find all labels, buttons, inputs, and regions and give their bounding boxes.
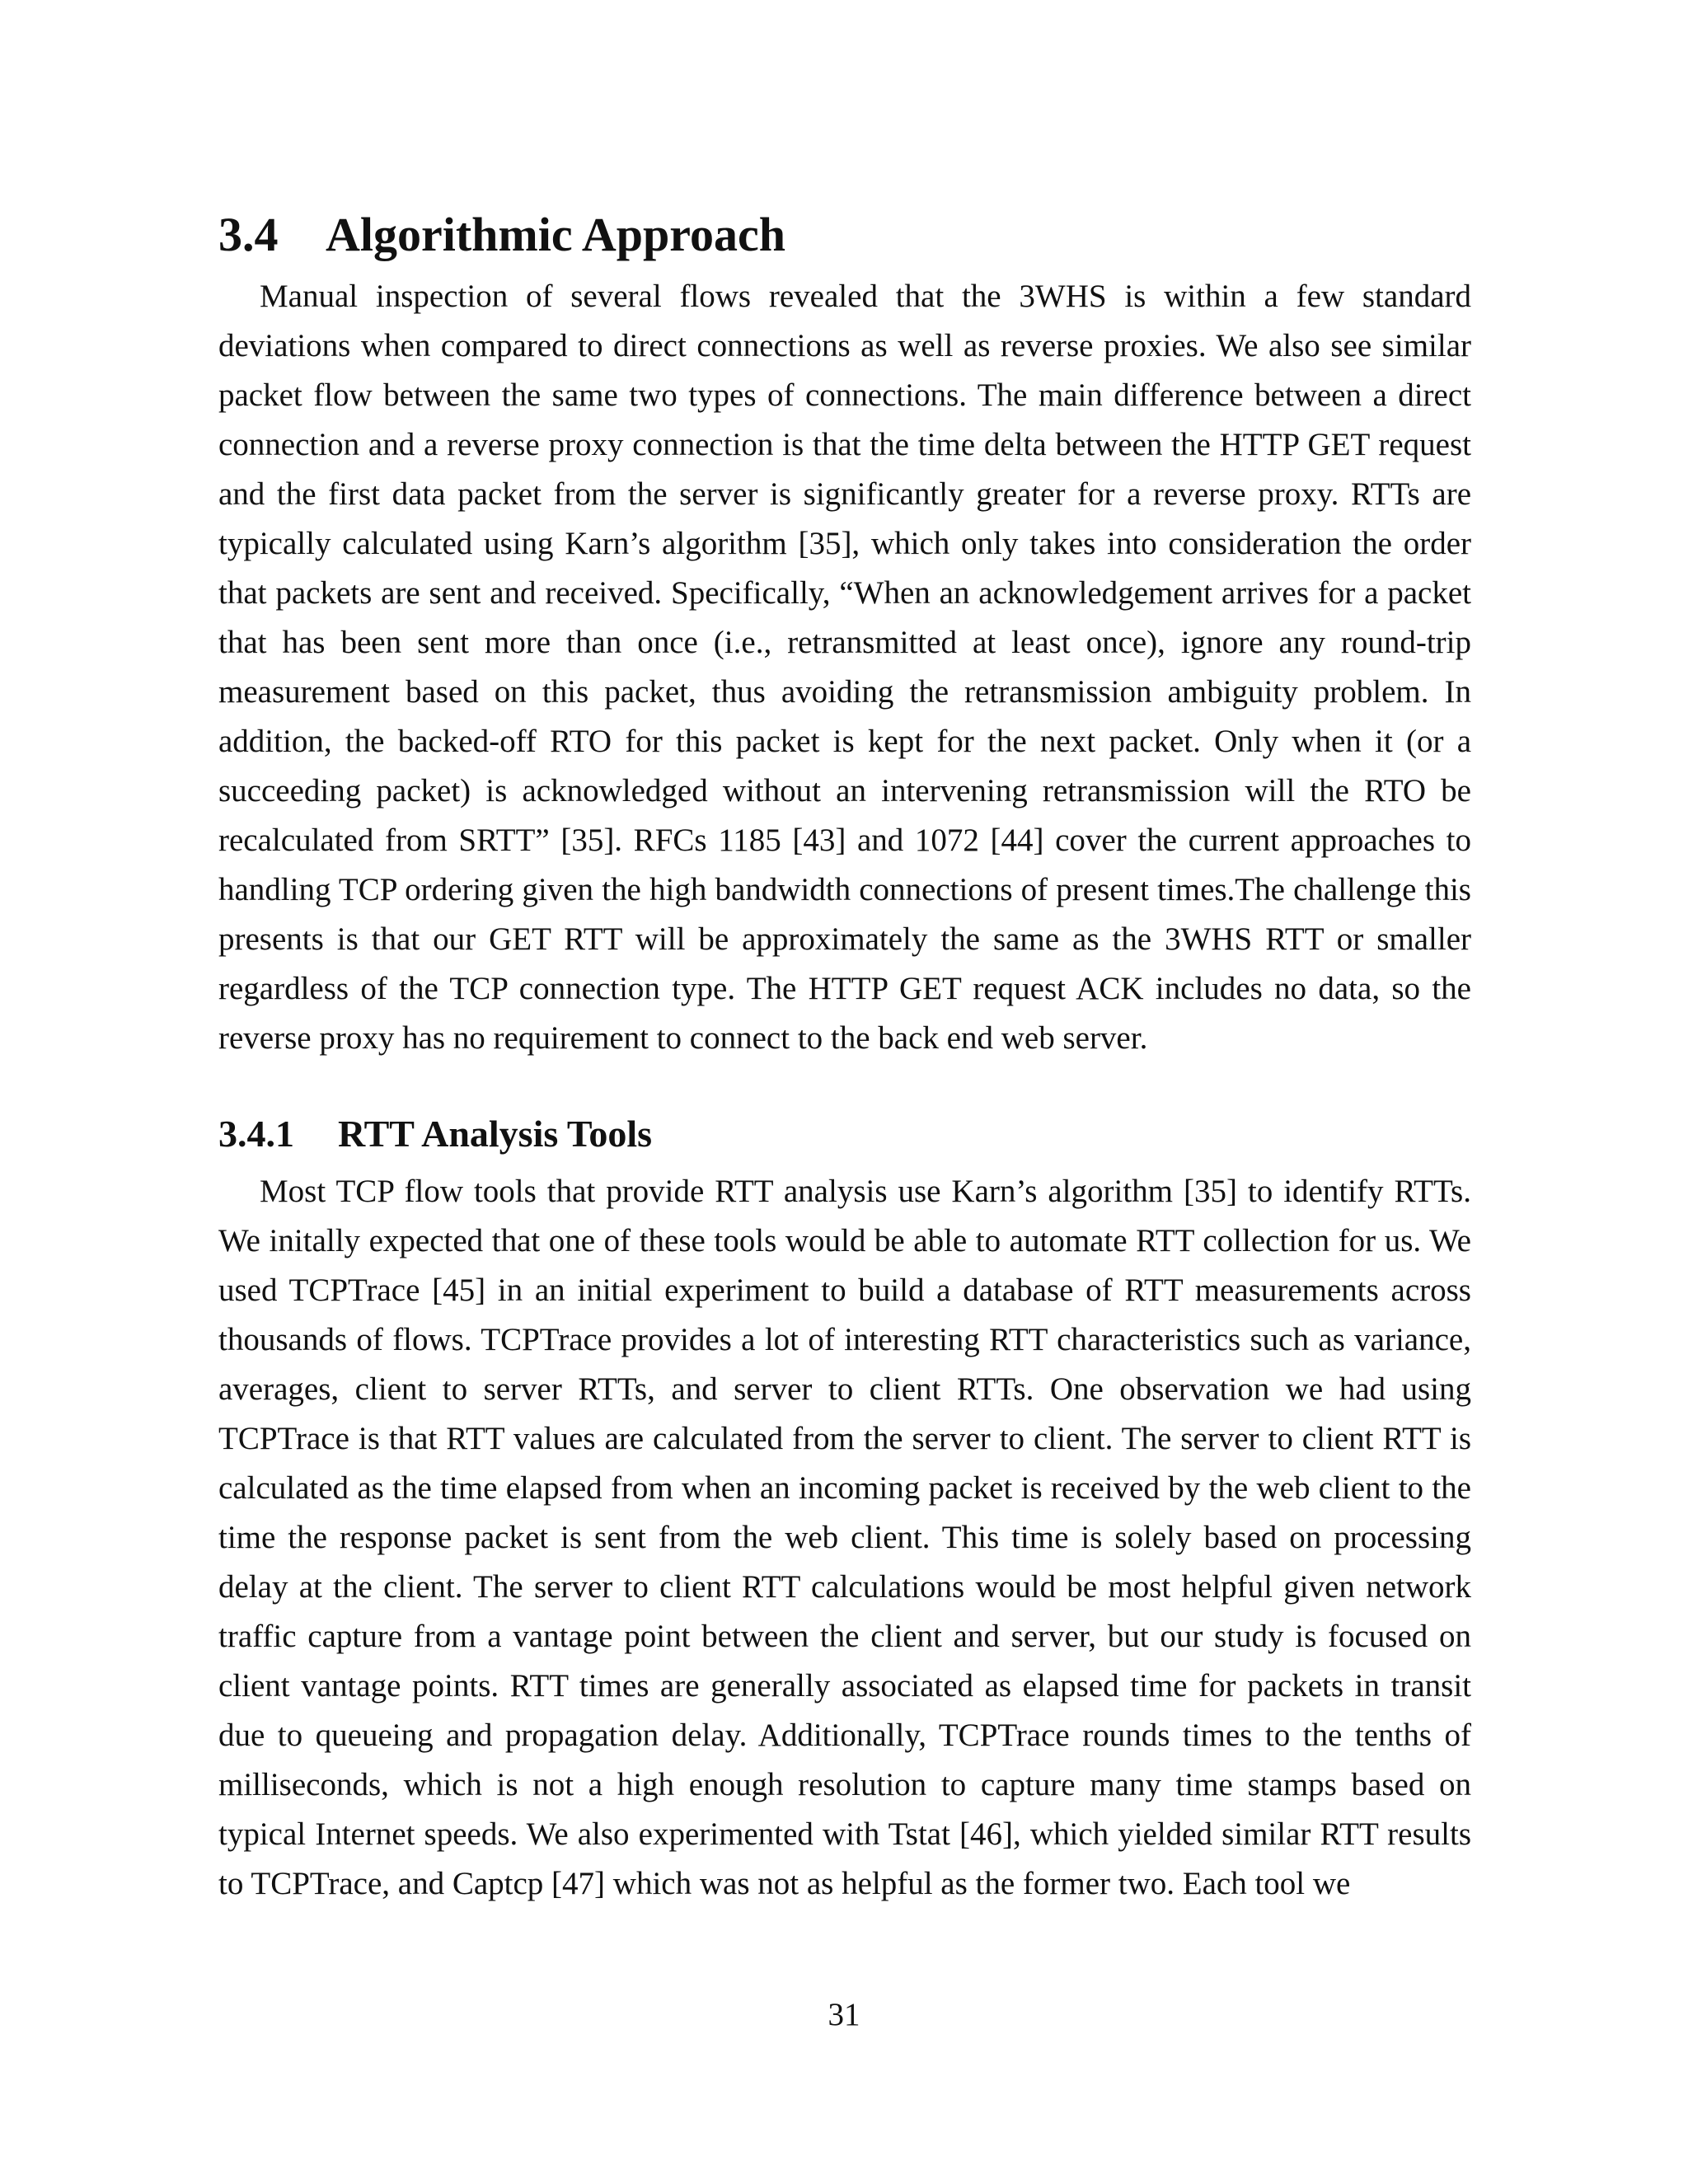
section-paragraph: Manual inspection of several flows revealed that the 3WHS is within a few standard deviations when compared to direct connections as well as reverse proxies. We also see similar packet flow between the same two types of connections. The main difference between a direct connection and a reverse proxy connection is that the time delta between the HTTP GET request and the first data packet from the server is significantly greater for a reverse proxy. RTTs are typically calculated using Karn’s algorithm [35], which only takes into consideration the order that packets are sent and received. Specifically, “When an acknowledgement arrives for a packet that has been sent more than once (i.e., retransmitted at least once), ignore any round-trip measurement based on this packet, thus avoiding the retransmission ambiguity problem. In addition, the backed-off RTO for this packet is kept for the next packet. Only when it (or a succeeding packet) is acknowledged without an intervening retransmission will the RTO be recalculated from SRTT” [35]. RFCs 1185 [43] and 1072 [44] cover the current approaches to handling TCP ordering given the high bandwidth connections of present times.The challenge this presents is that our GET RTT will be approximately the same as the 3WHS RTT or smaller regardless of the TCP connection type. The HTTP GET request ACK includes no data, so the reverse proxy has no requirement to connect to the back end web server.	[218, 279, 1471, 1056]
subsection-title: RTT Analysis Tools	[338, 1113, 653, 1155]
page-number: 31	[828, 1997, 860, 2032]
subsection-heading	[218, 1101, 1471, 1167]
section-title: Algorithmic Approach	[326, 208, 785, 261]
section-heading	[218, 198, 1471, 272]
section-number: 3.4	[218, 208, 279, 261]
page-content	[218, 198, 1471, 1909]
subsection-paragraph: Most TCP flow tools that provide RTT analysis use Karn’s algorithm [35] to identify RTTs. We initally expected that one of these tools would be able to automate RTT collection for us. We used TCPTrace [45] in an initial experiment to build a database of RTT measurements across thousands of flows. TCPTrace provides a lot of interesting RTT characteristics such as variance, averages, client to server RTTs, and server to client RTTs. One observation we had using TCPTrace is that RTT values are calculated from the server to client. The server to client RTT is calculated as the time elapsed from when an incoming packet is received by the web client to the time the response packet is sent from the web client. This time is solely based on processing delay at the client. The server to client RTT calculations would be most helpful given network traffic capture from a vantage point between the client and server, but our study is focused on client vantage points. RTT times are generally associated as elapsed time for packets in transit due to queueing and propagation delay. Additionally, TCPTrace rounds times to the tenths of milliseconds, which is not a high enough resolution to capture many time stamps based on typical Internet speeds. We also experimented with Tstat [46], which yielded similar RTT results to TCPTrace, and Captcp [47] which was not as helpful as the former two. Each tool we	[218, 1174, 1471, 1901]
subsection-number: 3.4.1	[218, 1113, 294, 1155]
